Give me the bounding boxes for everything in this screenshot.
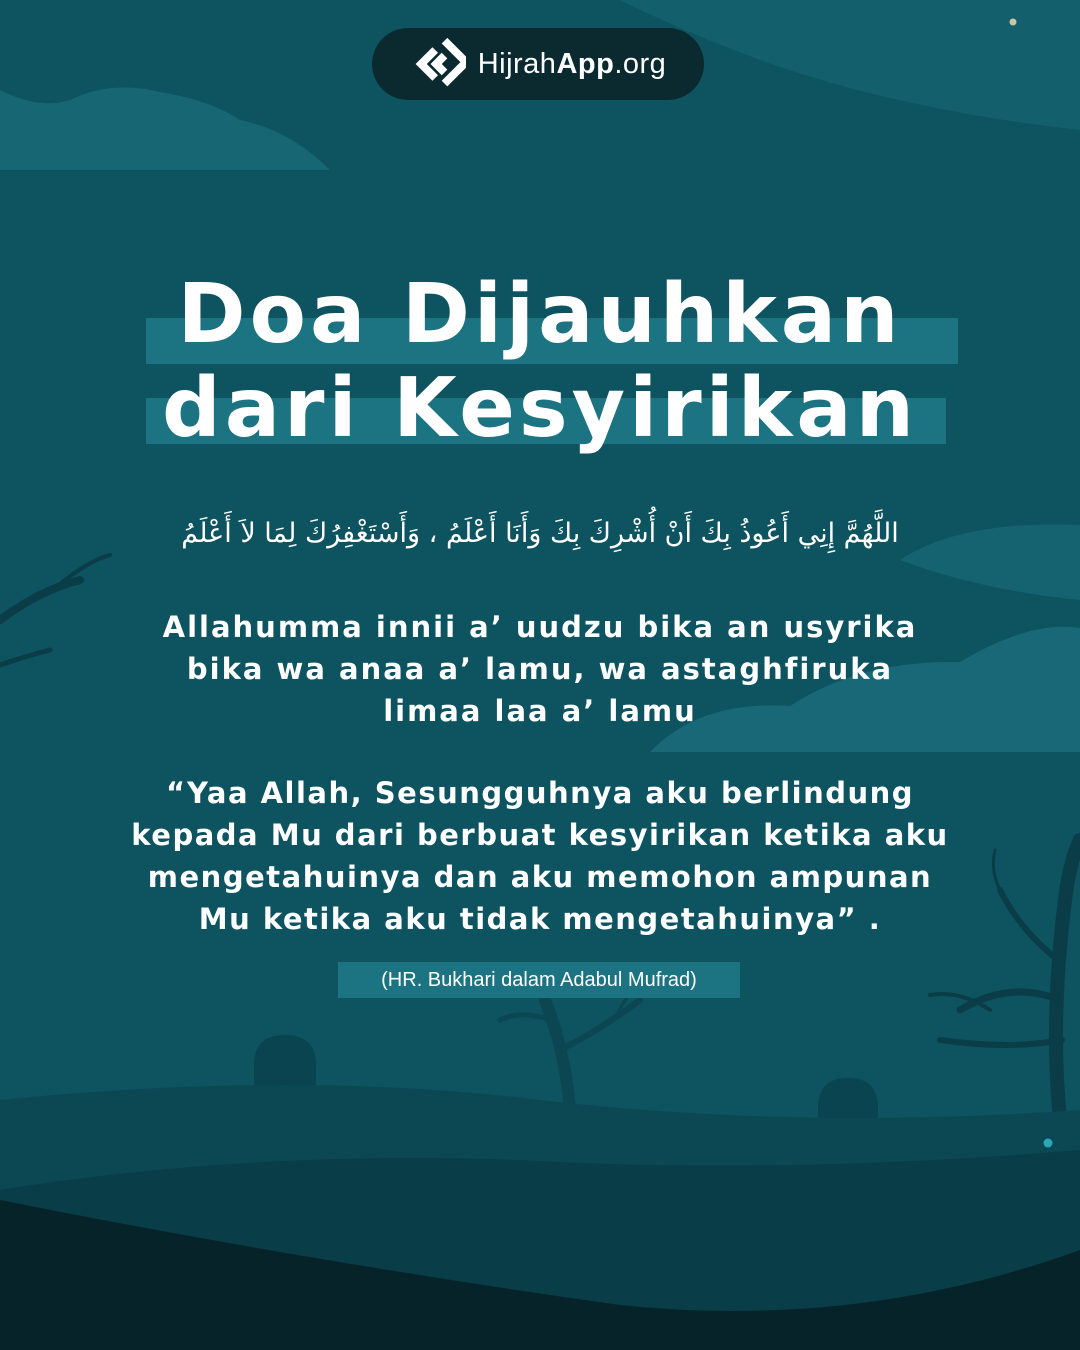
brand-name-part: .org [614,47,667,80]
translation-line: “Yaa Allah, Sesungguhnya aku berlindung [165,776,915,810]
star-dot [1010,19,1017,26]
transliteration-line: limaa laa a’ lamu [383,694,697,728]
brand-name [478,48,667,81]
title-line: Doa Dijauhkan [177,267,903,362]
hijrah-logo-icon [410,36,466,92]
arabic-prayer: اللَّهُمَّ إِنِي أَعُوذُ بِكَ أَنْ أُشْرِكَ بِكَ وَأَنَا أَعْلَمُ ، وَأَسْتَغْفِرُكَ لِمَا لاَ أَعْلَمُ [181,518,899,549]
star-dot [1044,1139,1053,1148]
translation [90,772,990,940]
translation-line: Mu ketika aku tidak mengetahuinya” . [198,902,882,936]
brand-name-part: Hijrah [477,47,557,80]
transliteration-line: Allahumma innii a’ uudzu bika an usyrika [162,610,918,644]
page-title [0,268,1080,456]
hadith-source: (HR. Bukhari dalam Adabul Mufrad) [338,962,740,998]
transliteration [100,606,980,732]
brand-logo [372,28,704,100]
brand-name-part: App [556,47,615,80]
translation-line: mengetahuinya dan aku memohon ampunan [147,860,933,894]
translation-line: kepada Mu dari berbuat kesyirikan ketika aku [131,818,949,852]
title-line: dari Kesyirikan [162,361,918,456]
transliteration-line: bika wa anaa a’ lamu, wa astaghfiruka [186,652,894,686]
